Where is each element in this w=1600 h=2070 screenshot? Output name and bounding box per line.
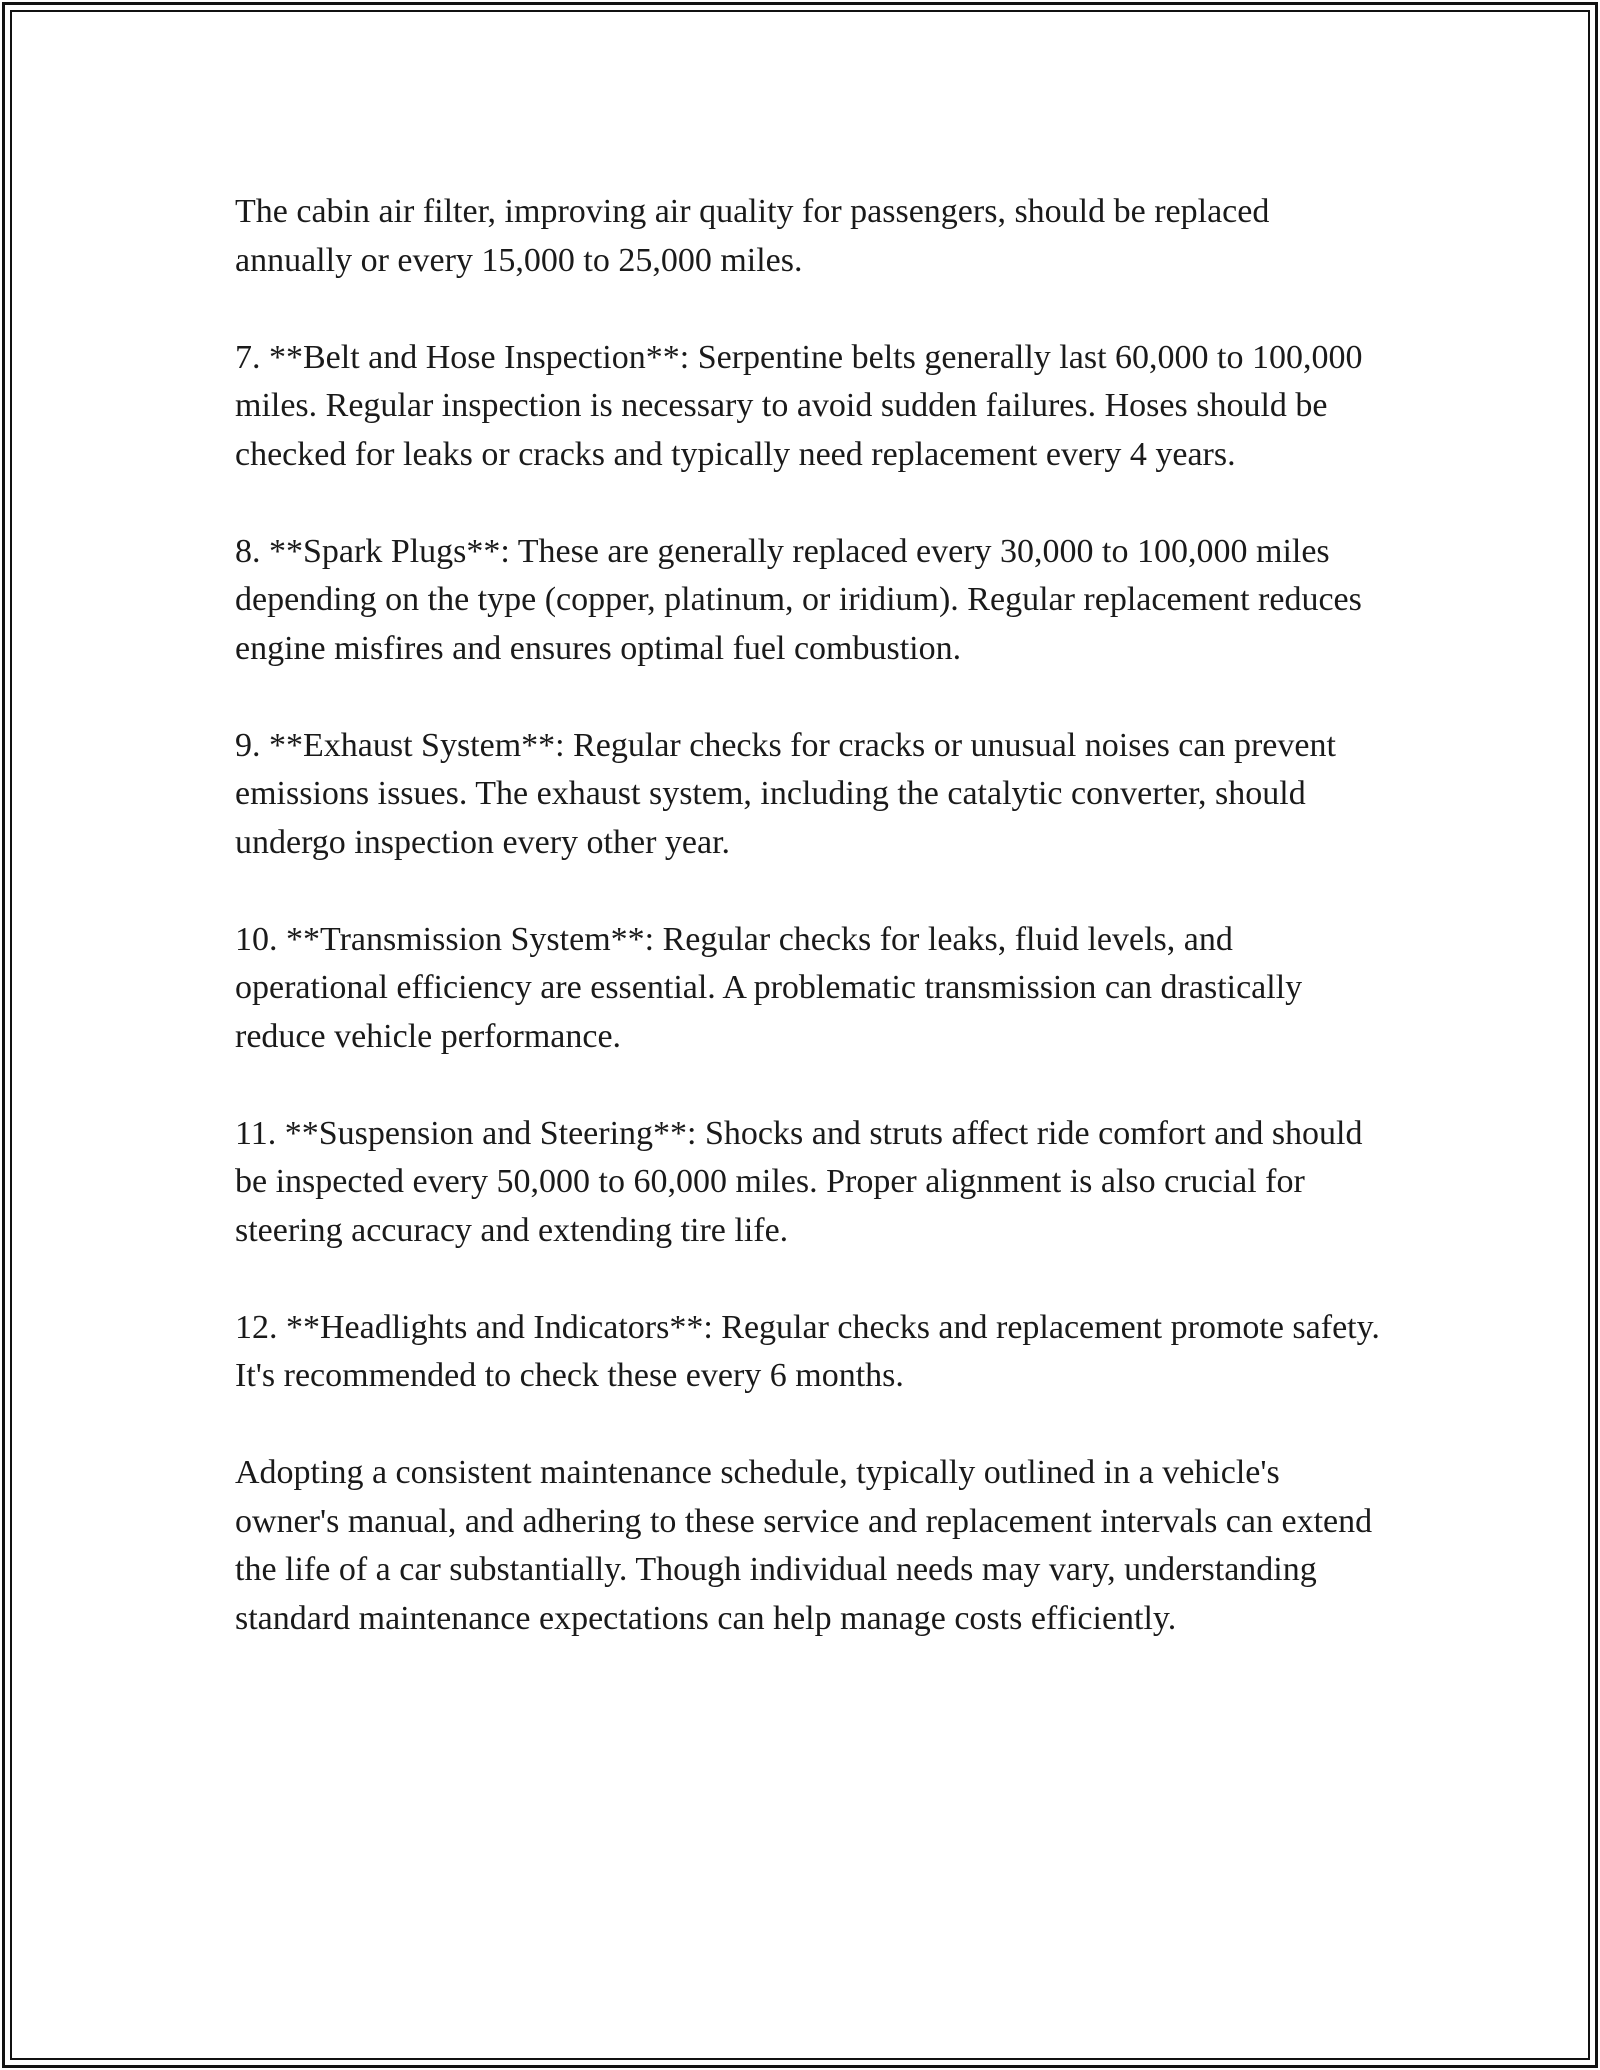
paragraph-conclusion: Adopting a consistent maintenance schedule, typically outlined in a vehicle's owner's manual, and adhering to these service and replacement intervals can extend the life of a car substantially. Though individual needs may vary, understanding standard maintenance expectations can help manage costs efficiently. [235, 1454, 1373, 1637]
list-item-headlights-indicators: 12. **Headlights and Indicators**: Regular checks and replacement promote safety. It's recommended to check these every 6 months. [235, 1308, 1380, 1394]
list-item-spark-plugs: 8. **Spark Plugs**: These are generally replaced every 30,000 to 100,000 miles depending on the type (copper, platinum, or iridium). Regular replacement reduces engine misfires and ensures optimal fuel combustion. [235, 532, 1362, 667]
list-item-suspension-steering: 11. **Suspension and Steering**: Shocks and struts affect ride comfort and should be inspected every 50,000 to 60,000 miles. Proper alignment is also crucial for steering accuracy and extending tire life. [235, 1114, 1363, 1249]
list-item-exhaust-system: 9. **Exhaust System**: Regular checks for cracks or unusual noises can prevent emissions issues. The exhaust system, including the catalytic converter, should undergo inspection every other year. [235, 726, 1336, 861]
document-body [235, 188, 1385, 1692]
paragraph-cabin-air-filter: The cabin air filter, improving air quality for passengers, should be replaced annually or every 15,000 to 25,000 miles. [235, 193, 1270, 279]
list-item-transmission-system: 10. **Transmission System**: Regular checks for leaks, fluid levels, and operational efficiency are essential. A problematic transmission can drastically reduce vehicle performance. [235, 920, 1303, 1055]
list-item-belt-hose-inspection: 7. **Belt and Hose Inspection**: Serpentine belts generally last 60,000 to 100,000 miles. Regular inspection is necessary to avoid sudden failures. Hoses should be checked for leaks or cracks and typically need replacement every 4 years. [235, 338, 1363, 473]
